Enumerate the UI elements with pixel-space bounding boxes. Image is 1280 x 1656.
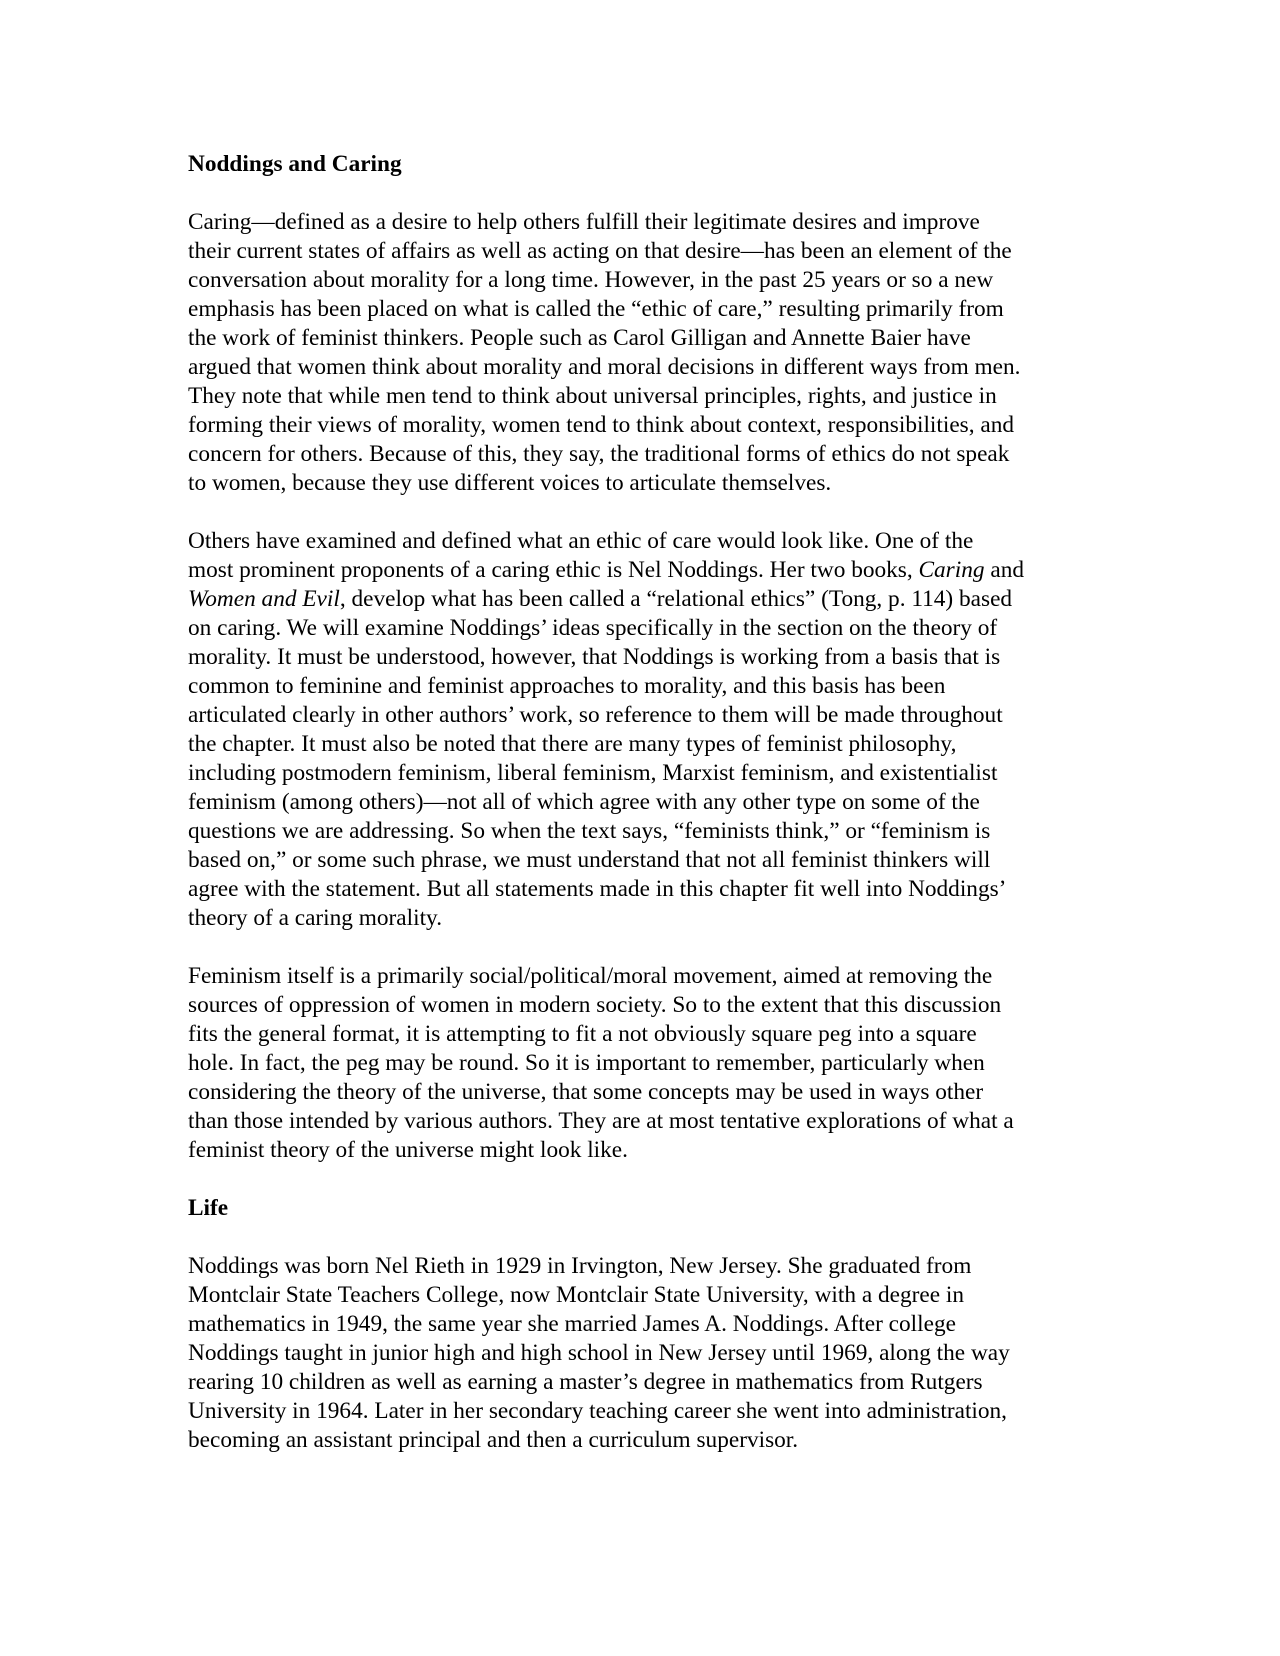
text-line: argued that women think about morality and moral decisions in different ways from men. — [188, 354, 1021, 380]
paragraph-caring-definition — [188, 208, 1108, 498]
text-line: common to feminine and feminist approaches to morality, and this basis has been — [188, 673, 946, 699]
book-title-caring: Caring — [918, 557, 985, 583]
text-line: morality. It must be understood, however, that Noddings is working from a basis that is — [188, 644, 1001, 670]
text-line: They note that while men tend to think about universal principles, rights, and justice in — [188, 383, 997, 409]
spacer — [188, 1165, 1108, 1194]
text-line: University in 1964. Later in her secondary teaching career she went into administration, — [188, 1398, 1008, 1424]
spacer — [188, 933, 1108, 962]
text-line: emphasis has been placed on what is called the “ethic of care,” resulting primarily from — [188, 296, 1004, 322]
text-line — [188, 585, 1108, 614]
text-line: hole. In fact, the peg may be round. So it is important to remember, particularly when — [188, 1050, 985, 1076]
text-line: on caring. We will examine Noddings’ ideas specifically in the section on the theory of — [188, 615, 998, 641]
text-line: feminist theory of the universe might look like. — [188, 1137, 628, 1163]
text-line: concern for others. Because of this, they say, the traditional forms of ethics do not speak — [188, 441, 1010, 467]
text-line: mathematics in 1949, the same year she married James A. Noddings. After college — [188, 1311, 956, 1337]
section-heading-noddings-and-caring: Noddings and Caring — [188, 151, 402, 177]
text-run: and — [984, 557, 1024, 583]
text-line: Caring—defined as a desire to help others fulfill their legitimate desires and improve — [188, 209, 980, 235]
paragraph-ethic-of-care — [188, 527, 1108, 933]
text-line: rearing 10 children as well as earning a master’s degree in mathematics from Rutgers — [188, 1369, 983, 1395]
text-line: their current states of affairs as well as acting on that desire—has been an element of the — [188, 238, 1012, 264]
paragraph-life-biography — [188, 1252, 1108, 1455]
text-line: based on,” or some such phrase, we must understand that not all feminist thinkers will — [188, 847, 991, 873]
text-line: the work of feminist thinkers. People such as Carol Gilligan and Annette Baier have — [188, 325, 971, 351]
text-line: theory of a caring morality. — [188, 905, 443, 931]
document-page — [188, 150, 1108, 1455]
text-line: to women, because they use different voices to articulate themselves. — [188, 470, 832, 496]
text-line: fits the general format, it is attempting to fit a not obviously square peg into a square — [188, 1021, 977, 1047]
text-line: questions we are addressing. So when the text says, “feminists think,” or “feminism is — [188, 818, 991, 844]
text-line: sources of oppression of women in modern society. So to the extent that this discussion — [188, 992, 1002, 1018]
text-line: becoming an assistant principal and then a curriculum supervisor. — [188, 1427, 799, 1453]
text-line: Noddings was born Nel Rieth in 1929 in Irvington, New Jersey. She graduated from — [188, 1253, 972, 1279]
text-line: considering the theory of the universe, that some concepts may be used in ways other — [188, 1079, 984, 1105]
spacer — [188, 1223, 1108, 1252]
text-line: conversation about morality for a long time. However, in the past 25 years or so a new — [188, 267, 994, 293]
text-line: Others have examined and defined what an ethic of care would look like. One of the — [188, 528, 974, 554]
paragraph-feminism-movement — [188, 962, 1108, 1165]
text-line: including postmodern feminism, liberal feminism, Marxist feminism, and existentialist — [188, 760, 998, 786]
text-line: feminism (among others)—not all of which agree with any other type on some of the — [188, 789, 980, 815]
text-line: articulated clearly in other authors’ work, so reference to them will be made throughout — [188, 702, 1003, 728]
text-run: , develop what has been called a “relational ethics” (Tong, p. 114) based — [339, 586, 1013, 612]
text-line: the chapter. It must also be noted that there are many types of feminist philosophy, — [188, 731, 957, 757]
text-line: Noddings taught in junior high and high school in New Jersey until 1969, along the way — [188, 1340, 1010, 1366]
spacer — [188, 179, 1108, 208]
text-line — [188, 556, 1108, 585]
text-line: Montclair State Teachers College, now Montclair State University, with a degree in — [188, 1282, 965, 1308]
text-line: agree with the statement. But all statements made in this chapter fit well into Noddings’ — [188, 876, 1007, 902]
text-line: forming their views of morality, women tend to think about context, responsibilities, and — [188, 412, 1015, 438]
text-line: Feminism itself is a primarily social/political/moral movement, aimed at removing the — [188, 963, 993, 989]
section-heading-life: Life — [188, 1195, 229, 1221]
book-title-women-and-evil: Women and Evil — [188, 586, 340, 612]
text-line: than those intended by various authors. They are at most tentative explorations of what a — [188, 1108, 1014, 1134]
spacer — [188, 498, 1108, 527]
text-run: most prominent proponents of a caring ethic is Nel Noddings. Her two books, — [188, 557, 919, 583]
